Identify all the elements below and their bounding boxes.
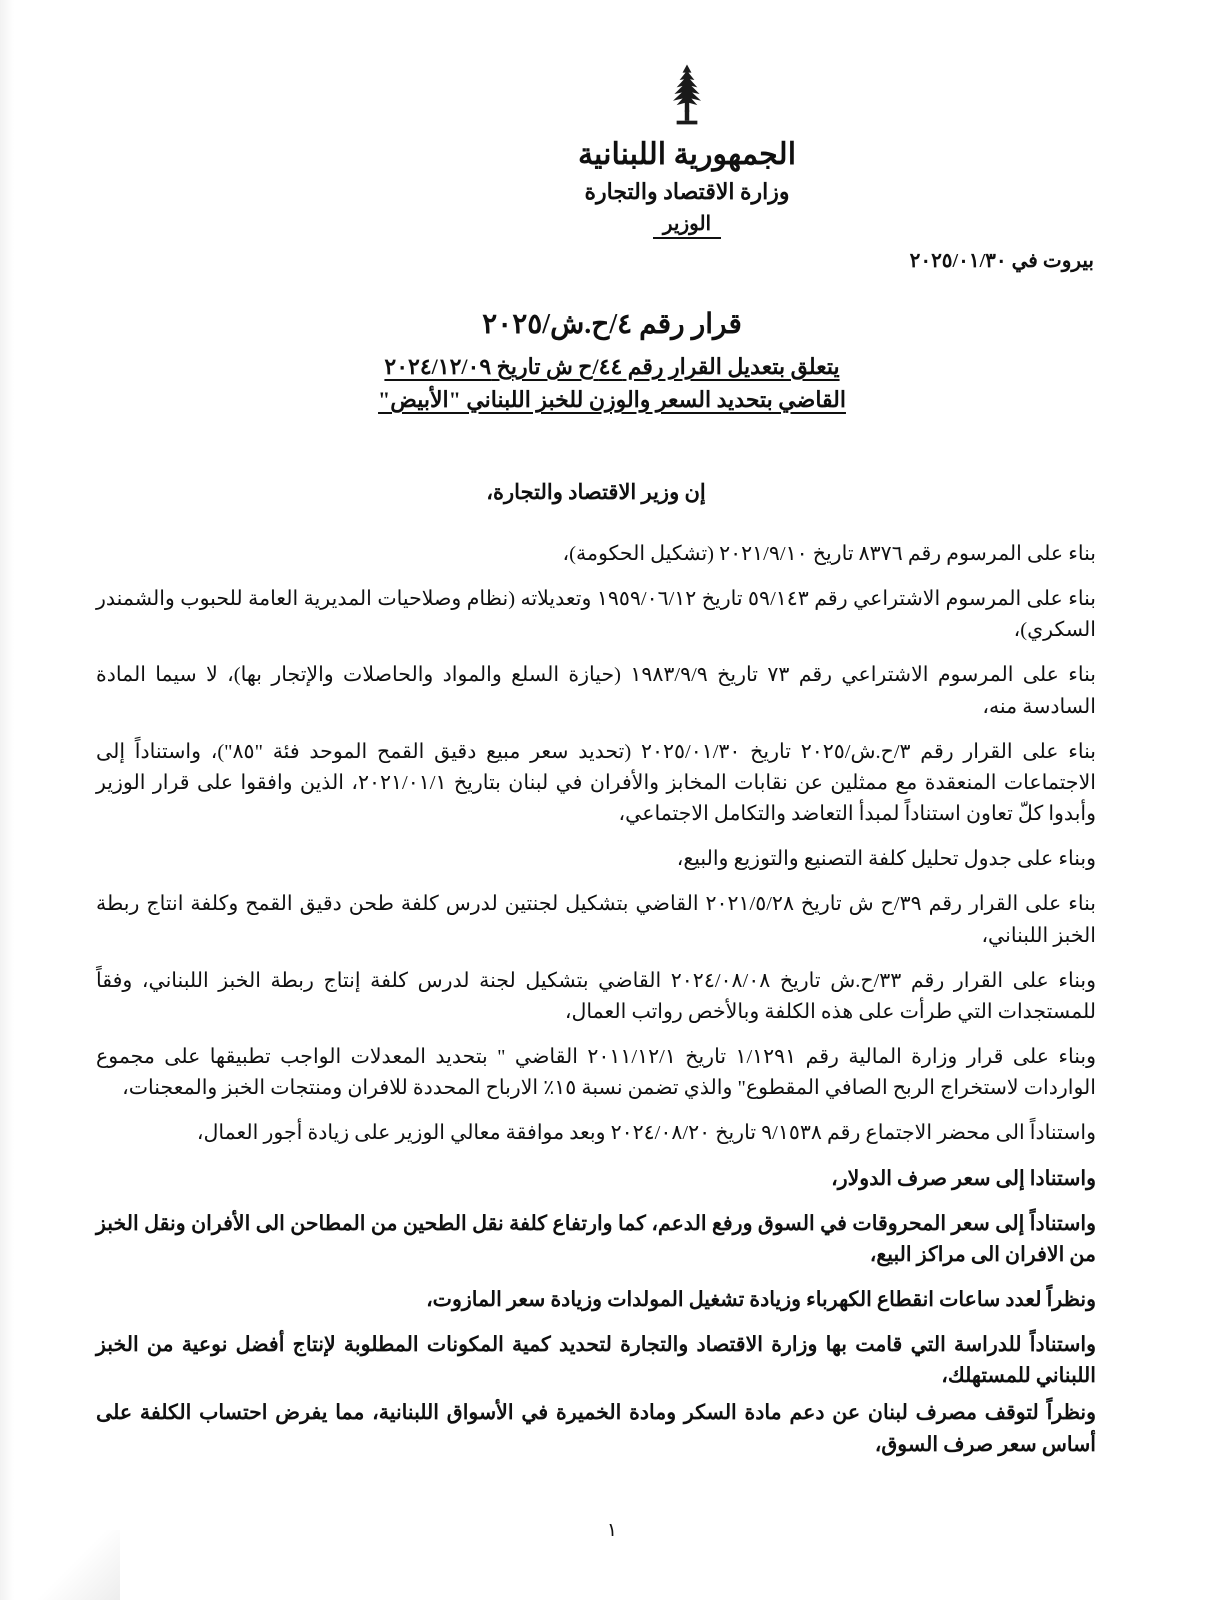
clause-paragraph: بناء على المرسوم الاشتراعي رقم ٥٩/١٤٣ تاريخ ١٩٥٩/٠٦/١٢ وتعديلاته (نظام وصلاحيات المديرية العامة للحبوب والشمندر السكري)، [96,588,1096,642]
decision-subtitle [140,350,1084,416]
clause-paragraph: بناء على القرار رقم ٣/ح.ش/٢٠٢٥ تاريخ ٢٠٢٥/٠١/٣٠ (تحديد سعر مبيع دقيق القمح الموحد فئة "٨٥")، واستناداً إلى الاجتماعات المنعقدة مع ممثلين عن نقابات المخابز والأفران في لبنان بتاريخ ٢٠٢١/٠١/١، الذين وافقوا على قرار الوزير وأبدوا كلّ تعاون استناداً لمبدأ التعاضد والتكامل الاجتماعي، [96,740,1096,826]
subtitle-line-1: يتعلق بتعديل القرار رقم ٤٤/ح ش تاريخ ٢٠٢٤/١٢/٠٩ [384,353,840,379]
clause-paragraph: واستناداً للدراسة التي قامت بها وزارة الاقتصاد والتجارة لتحديد كمية المكونات المطلوبة لإنتاج أفضل نوعية من الخبز اللبناني للمستهلك، [96,1334,1096,1388]
letterhead [0,60,1224,239]
decision-number: قرار رقم ٤/ح.ش/٢٠٢٥ [482,309,742,340]
republic-title: الجمهورية اللبنانية [577,138,797,171]
clause-paragraph: وبناء على القرار رقم ٣٣/ح.ش تاريخ ٢٠٢٤/٠٨/٠٨ القاضي بتشكيل لجنة لدرس كلفة إنتاج ربطة الخبز اللبناني، وفقاً للمستجدات التي طرأت على هذه الكلفة وبالأخص رواتب العمال، [96,969,1096,1023]
clause-paragraph: ونظراً لتوقف مصرف لبنان عن دعم مادة السكر ومادة الخميرة في الأسواق اللبنانية، مما يفرض احتساب الكلفة على أساس سعر صرف السوق، [96,1402,1096,1456]
clause-paragraph: بناء على المرسوم الاشتراعي رقم ٧٣ تاريخ ١٩٨٣/٩/٩ (حيازة السلع والمواد والحاصلات والإتجار بها)، لا سيما المادة السادسة منه، [96,664,1097,718]
page-number: ١ [606,1520,618,1541]
ministry-title: وزارة الاقتصاد والتجارة [584,178,790,204]
clause-paragraph: واستناداً الى محضر الاجتماع رقم ٩/١٥٣٨ تاريخ ٢٠٢٤/٠٨/٢٠ وبعد موافقة معالي الوزير على زيادة أجور العمال، [196,1122,1096,1145]
subtitle-line-2: القاضي بتحديد السعر والوزن للخبز اللبناني "الأبيض" [378,386,846,412]
dateline: بيروت في ٢٠٢٥/٠١/٣٠ [909,250,1094,272]
document-body [0,480,1224,1475]
clause-paragraph: ونظراً لعدد ساعات انقطاع الكهرباء وزيادة تشغيل المولدات وزيادة سعر المازوت، [426,1288,1096,1311]
clause-paragraph: بناء على القرار رقم ٣٩/ح ش تاريخ ٢٠٢١/٥/٢٨ القاضي بتشكيل لجنتين لدرس كلفة طحن دقيق القمح وكلفة انتاج ربطة الخبز اللبناني، [96,893,1096,947]
title-block [0,306,1224,416]
clause-paragraph: واستنادا إلى سعر صرف الدولار، [831,1167,1096,1190]
clause-paragraph: وبناء على قرار وزارة المالية رقم ١/١٢٩١ تاريخ ٢٠١١/١٢/١ القاضي " بتحديد المعدلات الواجب تطبيقها على مجموع الواردات لاستخراج الربح الصافي المقطوع" والذي تضمن نسبة ١٥٪ الارباح المحددة للافران ومنتجات الخبز والمعجنات، [96,1046,1096,1100]
clause-paragraph: بناء على المرسوم رقم ٨٣٧٦ تاريخ ٢٠٢١/٩/١٠ (تشكيل الحكومة)، [562,543,1096,565]
addressee-line: إن وزير الاقتصاد والتجارة، [486,480,706,504]
lebanon-cedar-emblem-icon [650,60,724,134]
clause-paragraph: وبناء على جدول تحليل كلفة التصنيع والتوزيع والبيع، [676,848,1096,871]
clause-paragraph: واستناداً إلى سعر المحروقات في السوق ورفع الدعم، كما وارتفاع كلفة نقل الطحين من المطاحن الى الأفران ونقل الخبز من الافران الى مراكز البيع، [96,1212,1096,1266]
minister-title: الوزير [653,211,721,239]
